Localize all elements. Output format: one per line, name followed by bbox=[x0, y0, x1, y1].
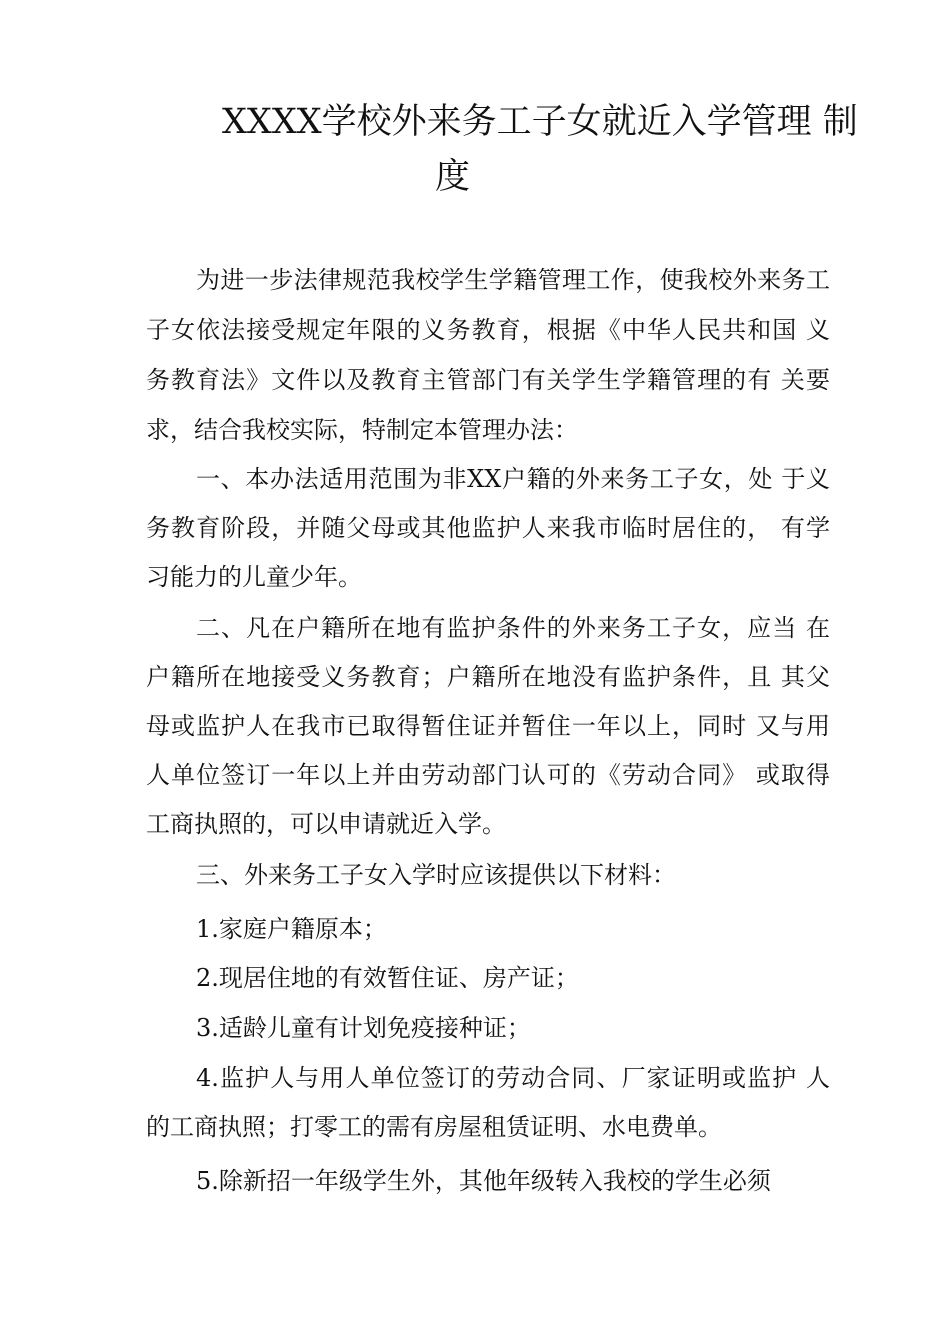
list-item: 2.现居住地的有效暂住证、房产证； bbox=[196, 964, 579, 992]
text-line: 的工商执照；打零工的需有房屋租赁证明、水电费单。 bbox=[146, 1113, 722, 1141]
list-item: 3.适龄儿童有计划免疫接种证； bbox=[196, 1014, 531, 1042]
text-line: 习能力的儿童少年。 bbox=[146, 563, 362, 591]
title-line-2: 度 bbox=[435, 157, 471, 197]
list-item: 1.家庭户籍原本； bbox=[196, 915, 387, 943]
text-line: 求，结合我校实际，特制定本管理办法： bbox=[146, 416, 578, 444]
text-line: 子女依法接受规定年限的义务教育，根据《中华人民共和国 义 bbox=[146, 316, 830, 344]
text-line: 三、外来务工子女入学时应该提供以下材料： bbox=[196, 861, 676, 889]
list-item: 5.除新招一年级学生外，其他年级转入我校的学生必须 bbox=[196, 1167, 771, 1195]
text-line: 为进一步法律规范我校学生学籍管理工作，使我校外来务工 bbox=[196, 266, 830, 294]
text-line: 母或监护人在我市已取得暂住证并暂住一年以上，同时 又与用 bbox=[146, 712, 830, 740]
document-title bbox=[0, 0, 950, 220]
text-line: 务教育阶段，并随父母或其他监护人来我市临时居住的， 有学 bbox=[146, 514, 830, 542]
text-line: 一、本办法适用范围为非XX户籍的外来务工子女，处 于义 bbox=[196, 465, 830, 493]
text-line: 户籍所在地接受义务教育；户籍所在地没有监护条件，且 其父 bbox=[146, 663, 830, 691]
text-line: 工商执照的，可以申请就近入学。 bbox=[146, 810, 506, 838]
list-item: 4.监护人与用人单位签订的劳动合同、厂家证明或监护 人 bbox=[196, 1064, 830, 1092]
title-line-1: XXXX学校外来务工子女就近入学管理 制 bbox=[222, 102, 858, 142]
text-line: 人单位签订一年以上并由劳动部门认可的《劳动合同》 或取得 bbox=[146, 761, 830, 789]
text-line: 务教育法》文件以及教育主管部门有关学生学籍管理的有 关要 bbox=[146, 366, 830, 394]
text-line: 二、凡在户籍所在地有监护条件的外来务工子女，应当 在 bbox=[196, 614, 830, 642]
